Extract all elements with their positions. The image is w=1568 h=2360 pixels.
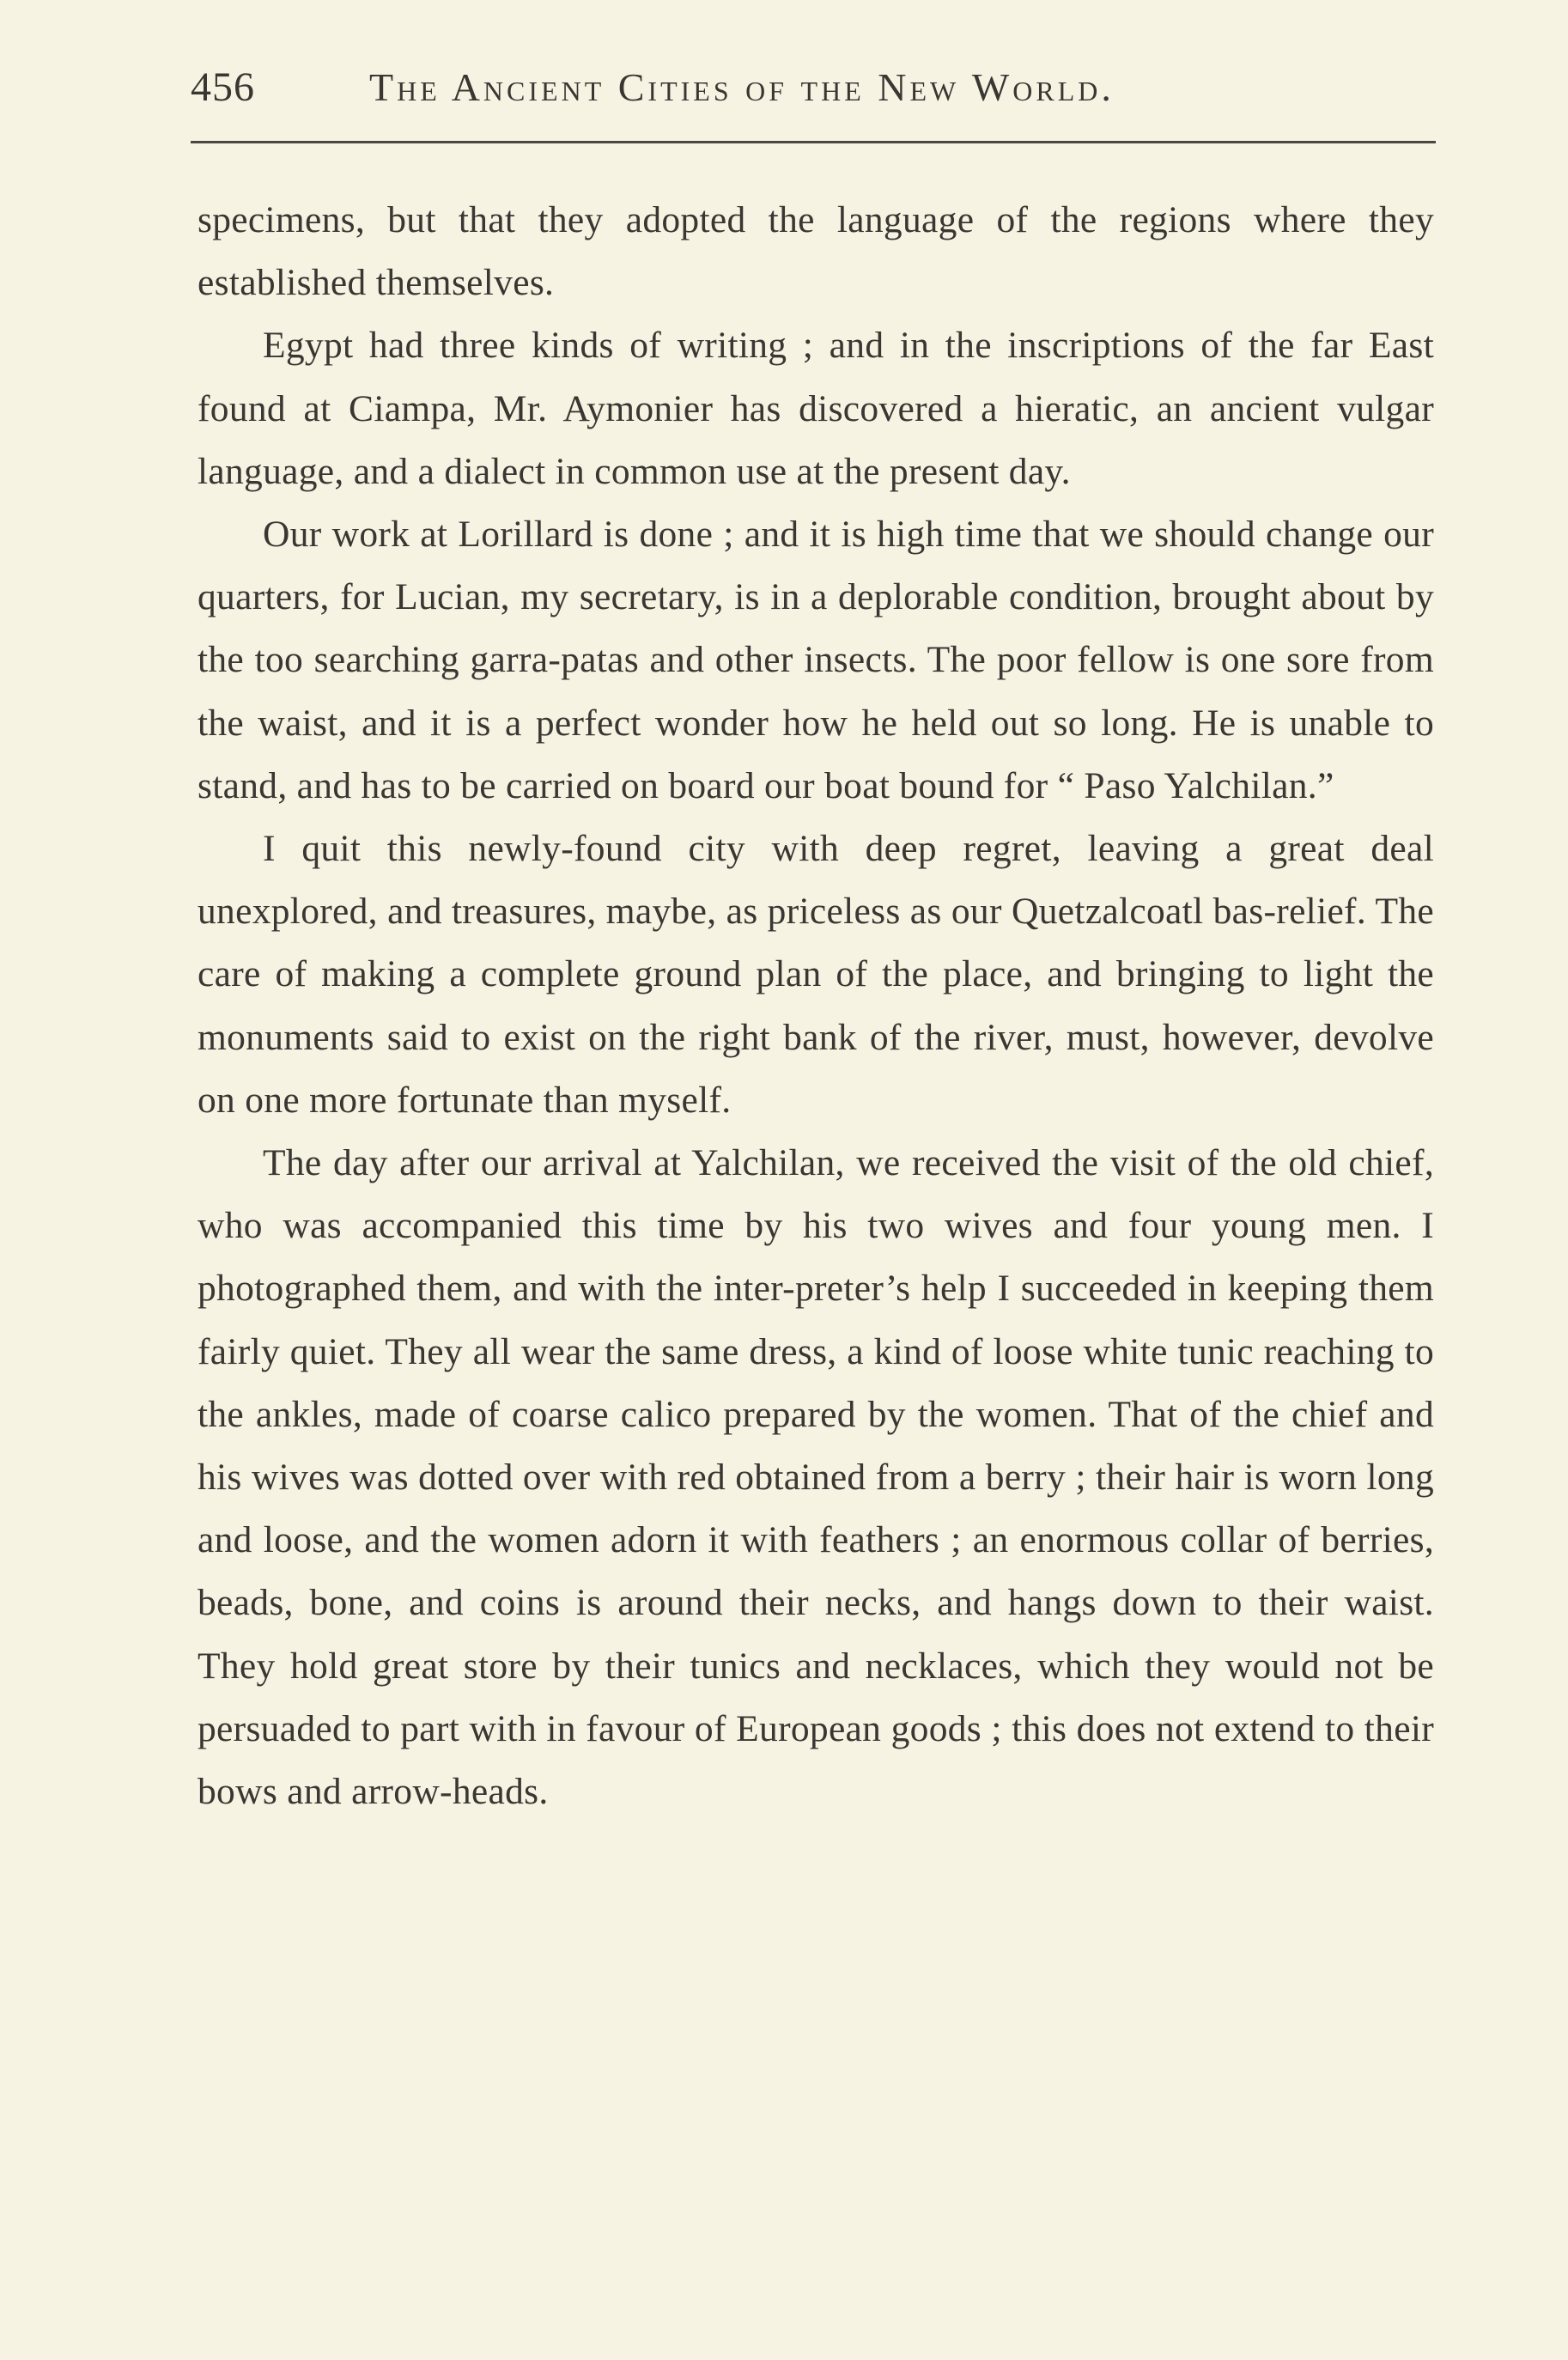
page-number: 456 [191,64,255,110]
paragraph-yalchilan-visit: The day after our arrival at Yalchilan, we received the visit of the old chief, who was accompanied this time by his two wives and four young men. I photographed them, and with the inter-preter’s help I succeeded in keeping them fairly quiet. They all wear the same dress, a kind of loose white tunic reaching to the ankles, made of coarse calico prepared by the women. That of the chief and his wives was dotted over with red obtained from a berry ; their hair is worn long and loose, and the women adorn it with feathers ; an enormous collar of berries, beads, bone, and coins is around their necks, and hangs down to their waist. They hold great store by their tunics and necklaces, which they would not be persuaded to part with in favour of European goods ; this does not extend to their bows and arrow-heads. [198,1142,1434,1813]
running-head [191,64,1436,124]
paragraph-egypt-writing: Egypt had three kinds of writing ; and in the inscriptions of the far East found at Ciampa, Mr. Aymonier has discovered a hieratic, an ancient vulgar language, and a dialect in common use at the present day. [198,325,1434,492]
header-rule [191,141,1436,143]
paragraph-lorillard-departure: Our work at Lorillard is done ; and it is high time that we should change our quarters, for Lucian, my secretary, is in a deplorable condition, brought about by the too searching garra-patas and other insects. The poor fellow is one sore from the waist, and it is a perfect wonder how he held out so long. He is unable to stand, and has to be carried on board our boat bound for “ Paso Yalchilan.” [198,514,1434,806]
running-title: The Ancient Cities of the New World. [369,65,1115,109]
body-text [198,189,1434,1823]
paragraph-regret-leaving: I quit this newly-found city with deep regret, leaving a great deal unexplored, and treasures, maybe, as priceless as our Quetzalcoatl bas-relief. The care of making a complete ground plan of the place, and bringing to light the monuments said to exist on the right bank of the river, must, however, devolve on one more fortunate than myself. [198,828,1434,1121]
paragraph-continuation: specimens, but that they adopted the language of the regions where they established themselves. [198,199,1434,304]
